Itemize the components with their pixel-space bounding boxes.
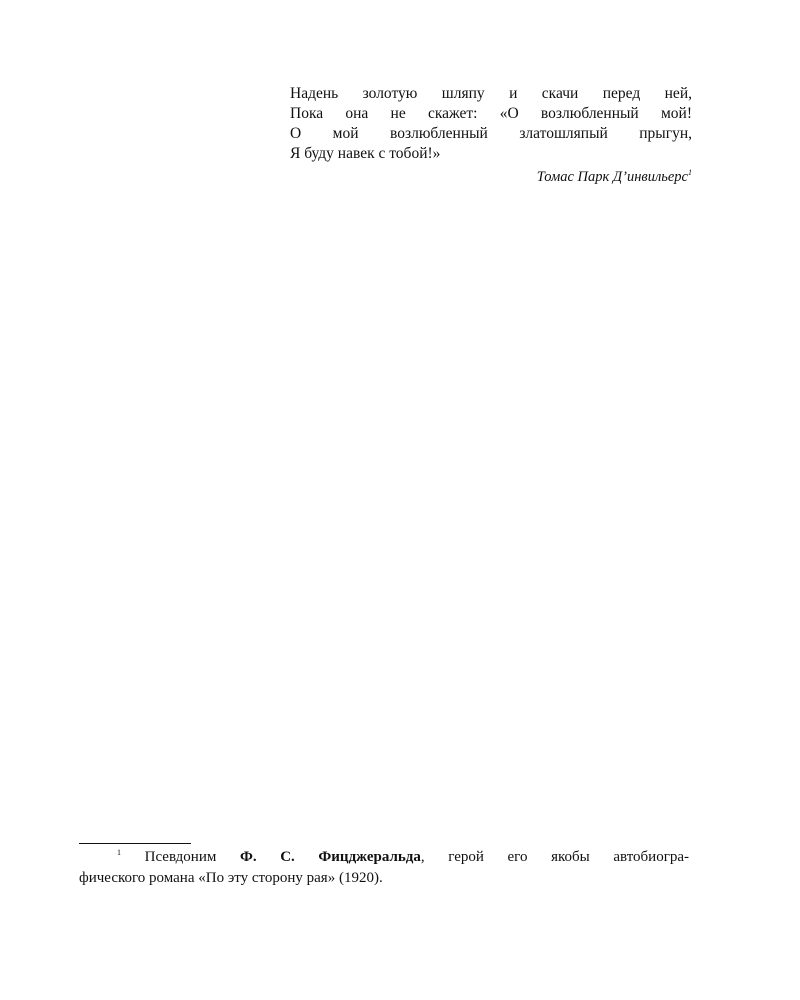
footnote-separator bbox=[79, 843, 191, 844]
poem-line-1: Надень золотую шляпу и скачи перед ней, bbox=[290, 85, 692, 102]
footnote-marker: 1 bbox=[117, 848, 121, 857]
author-name: Томас Парк Д’инвильерс bbox=[536, 169, 688, 185]
footnote bbox=[79, 847, 689, 889]
poem-line-4: Я буду навек с тобой!» bbox=[290, 145, 441, 162]
footnote-reference: 1 bbox=[688, 168, 692, 178]
footnote-text-after: , герой его якобы автобиогра- bbox=[420, 849, 690, 865]
poem-line-2: Пока она не скажет: «О возлюбленный мой! bbox=[290, 105, 692, 122]
footnote-line-2: фического романа «По эту сторону рая» (1920). bbox=[79, 870, 383, 886]
poem-line-3: О мой возлюбленный златошляпый прыгун, bbox=[290, 125, 692, 142]
footnote-author-name: Ф. С. Фицджеральда bbox=[239, 849, 421, 865]
epigraph bbox=[290, 84, 692, 187]
footnote-text-before: Псевдоним bbox=[121, 849, 240, 865]
epigraph-author bbox=[290, 167, 692, 187]
footnote-line-1 bbox=[79, 847, 689, 868]
